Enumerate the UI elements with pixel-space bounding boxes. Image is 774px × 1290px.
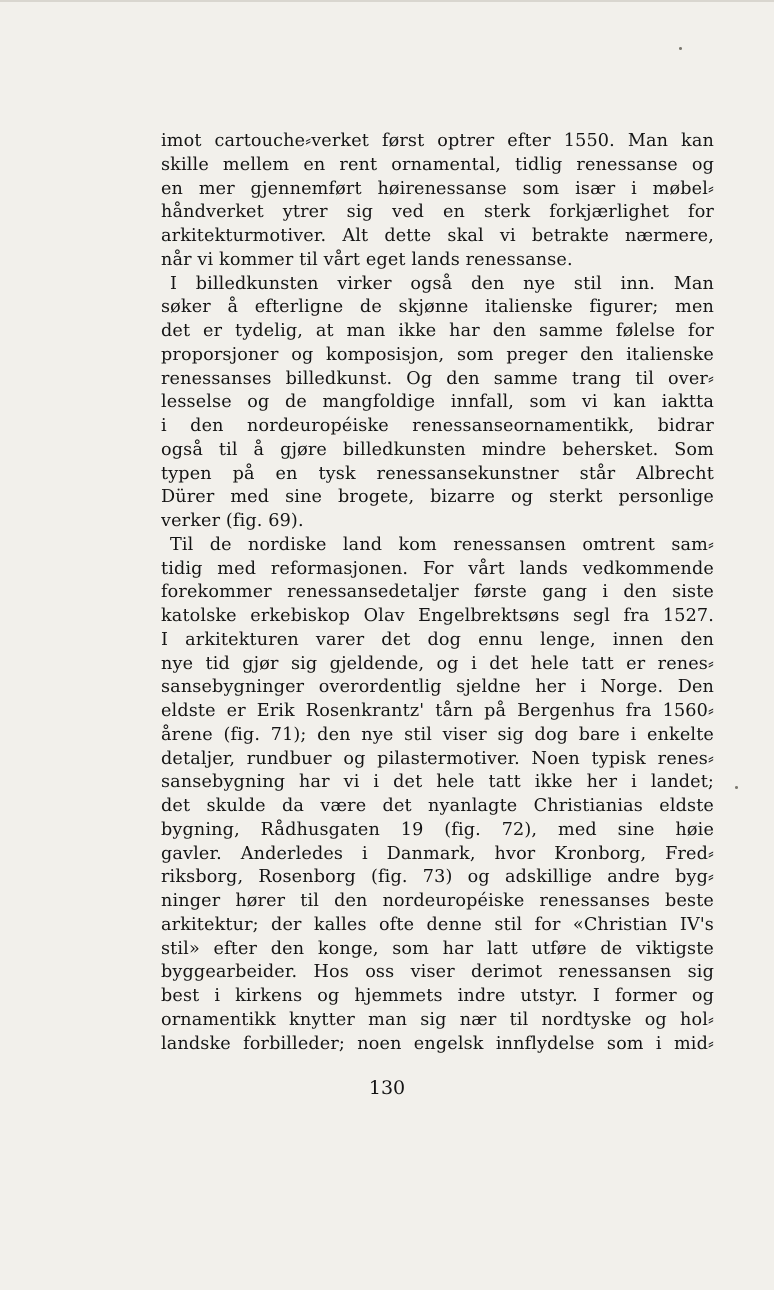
text-line: skille mellem en rent ornamental, tidlig renessanse og <box>161 154 714 175</box>
text-line: også til å gjøre billedkunsten mindre behersket. Som <box>161 439 714 460</box>
text-line: detaljer, rundbuer og pilastermotiver. Noen typisk renes⸗ <box>161 748 714 769</box>
text-line: verker (fig. 69). <box>161 511 304 531</box>
text-line: gavler. Anderledes i Danmark, hvor Kronborg, Fred⸗ <box>161 843 714 864</box>
text-line: typen på en tysk renessansekunstner står Albrecht <box>161 463 714 484</box>
body-text <box>161 130 714 1056</box>
text-line: I arkitekturen varer det dog ennu lenge, innen den <box>161 629 714 650</box>
text-line: tidig med reformasjonen. For vårt lands vedkommende <box>161 558 714 579</box>
text-line: søker å efterligne de skjønne italienske figurer; men <box>161 297 714 318</box>
paper-speck <box>735 786 738 789</box>
text-line: riksborg, Rosenborg (fig. 73) og adskillige andre byg⸗ <box>161 867 714 888</box>
text-line: byggearbeider. Hos oss viser derimot renessansen sig <box>161 962 714 983</box>
text-line: i den nordeuropéiske renessanseornamentikk, bidrar <box>161 416 714 436</box>
text-line: det er tydelig, at man ikke har den samme følelse for <box>161 321 714 341</box>
text-line: en mer gjennemført høirenessanse som især i møbel⸗ <box>161 178 714 199</box>
text-line: ornamentikk knytter man sig nær til nordtyske og hol⸗ <box>161 1009 714 1030</box>
text-line: sansebygninger overordentlig sjeldne her i Norge. Den <box>161 677 714 698</box>
text-line: det skulde da være det nyanlagte Christianias eldste <box>161 796 714 816</box>
text-line: ninger hører til den nordeuropéiske renessanses beste <box>161 891 714 911</box>
text-line: Dürer med sine brogete, bizarre og sterkt personlige <box>161 487 714 508</box>
text-line: sansebygning har vi i det hele tatt ikke her i landet; <box>161 772 714 793</box>
text-line: katolske erkebiskop Olav Engelbrektsøns segl fra 1527. <box>161 606 714 626</box>
text-line: renessanses billedkunst. Og den samme trang til over⸗ <box>161 368 714 389</box>
text-line: stil» efter den konge, som har latt utføre de viktigste <box>161 938 714 959</box>
text-line: proporsjoner og komposisjon, som preger den italienske <box>161 344 714 365</box>
text-line: forekommer renessansedetaljer første gang i den siste <box>161 582 714 603</box>
text-line: lesselse og de mangfoldige innfall, som vi kan iaktta <box>161 392 714 413</box>
text-line: best i kirkens og hjemmets indre utstyr. I former og <box>161 986 714 1006</box>
text-line: bygning, Rådhusgaten 19 (fig. 72), med sine høie <box>161 819 714 840</box>
text-line: håndverket ytrer sig ved en sterk forkjærlighet for <box>161 202 714 223</box>
text-line: imot cartouche⸗verket først optrer efter 1550. Man kan <box>161 131 714 151</box>
text-line: arkitektur; der kalles ofte denne stil for «Christian IV's <box>161 914 714 935</box>
text-line: når vi kommer til vårt eget lands renessanse. <box>161 249 573 270</box>
text-line: I billedkunsten virker også den nye stil inn. Man <box>161 273 714 294</box>
paper-speck <box>679 47 682 50</box>
text-line: landske forbilleder; noen engelsk innflydelse som i mid⸗ <box>161 1033 714 1054</box>
text-line: arkitekturmotiver. Alt dette skal vi betrakte nærmere, <box>161 226 714 246</box>
text-line: Til de nordiske land kom renessansen omtrent sam⸗ <box>161 534 714 555</box>
page-number: 130 <box>368 1077 406 1099</box>
text-line: årene (fig. 71); den nye stil viser sig dog bare i enkelte <box>161 724 714 745</box>
text-line: nye tid gjør sig gjeldende, og i det hele tatt er renes⸗ <box>161 653 714 674</box>
text-line: eldste er Erik Rosenkrantz' tårn på Bergenhus fra 1560⸗ <box>161 701 714 721</box>
